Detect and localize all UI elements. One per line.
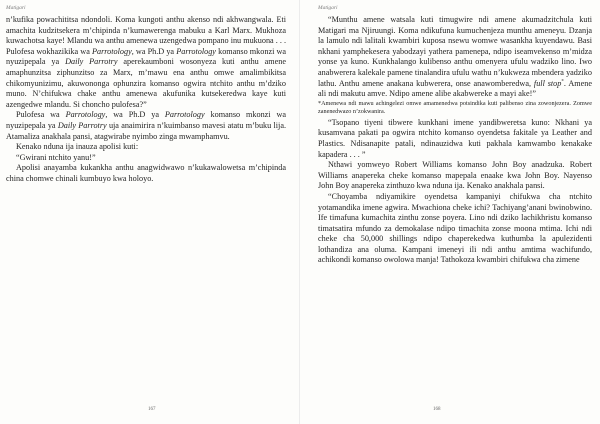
running-head: Matigari <box>6 5 26 11</box>
paragraph: “Tsopano tiyeni tibwere kunkhani imene yandibweretsa kuno: Nkhani ya kusamvana pakati pa ogwira ntchito komanso oyendetsa fakitale ya Leather and Plastics. Ndisanapite patali, ndinauzidwa kuti pakhala kamwambo kenakake kapadera . . . ” <box>318 117 592 159</box>
footnote-marker: * <box>561 78 564 84</box>
paragraph: Nthawi yomweyo Robert Williams komanso John Boy anadzuka. Robert Williams anapereka cheke komanso mapepala enaake kwa John Boy. Nayenso John Boy anapereka zinthuzo kwa nduna ija. Kenako anakhala pansi. <box>318 160 592 191</box>
paragraph: Kenako nduna ija inauza apolisi kuti: <box>16 142 139 152</box>
page-number: 167 <box>148 407 156 412</box>
page-number: 168 <box>433 407 441 412</box>
paragraph: Apolisi anayamba kukankha anthu anagwidwawo n’kukawalowetsa m’chipinda china chomwe chinali kumbuyo kwa holoyo. <box>6 163 286 183</box>
paragraph: “Munthu amene watsala kuti timugwire ndi amene akumadzitchula kuti Matigari ma Njiruungi. Koma ndikufuna kumuchenjeza munthu ameneyu. Dzanja la lamulo ndi lalitali kwambiri kuposa nsewu womwe wasankha kuyendawu. Basi nkhani yamphekesera yabodzayi yathera pamenepa, ndipo iseamvekenso m’midza yonse ya kuno. Kunkhalango kulibenso anthu omenyera ufulu wadziko lino. Iwo anabwerera kalekale pamene tinalandira ufulu wathu n’kukweza mbendera yadziko lathu. Anthu amene anakana kubwerera, onse anawomberedwa, full stop*. Amene ali ndi makutu amve. Ndipo amene alibe akabwereke a mayi ake!” <box>318 15 592 99</box>
paragraph: “Choyamba ndiyamikire oyendetsa kampaniyi chifukwa cha ntchito yotamandika imene agwira. Mwachiona cheke ichi? Tachiyang’anani bwinobwino. Ife timafuna kumachita zinthu zonse poyera. Lino ndi dziko lachikhristu komanso timatsatira mfundo za demokalase ndipo timachita zonse moona mtima. Ichi ndi cheke cha 50,000 shillings ndipo chaperekedwa kuthumba la apulezidenti lothandiza ana oluma. Kampani imeneyi ili ndi anthu amtima wachifundo, achikondi komanso owolowa manja! Tathokoza kwambiri chifukwa cha zimene <box>318 191 592 265</box>
paragraph: “Gwirani ntchito yanu!” <box>16 152 96 162</box>
footnote: *Amenewa ndi mawu achingelezi omwe amamenedwa potsindika kuti palibenso zina zowonjezera. Zomwe zanenedwazo n’zokwanira. <box>318 99 592 115</box>
running-head: Matigari <box>318 5 338 11</box>
paragraph: Pulofesa wa Parrotology, wa Ph.D ya Parrotology komanso mkonzi wa nyuzipepala ya Daily Parrotry uja anaimirira n’kuimbanso mavesi atatu m’buku lija. Atamaliza anakhala pansi, atagwirabe nyimbo zinga mwamphamvu. <box>6 110 287 141</box>
paragraph: n’kufika powachititsa ndondoli. Koma kungoti anthu akenso ndi akhwangwala. Eti amachita kudzitsekera m’chipinda n’kumawerenga mabuku a Karl Marx. Mukhoza kuwachotsa kaye! Mlandu wa anthu amenewa uzengedwa pompano inu mukuona . . . Pulofesa wokhazikika wa Parrotology, wa Ph.D ya Parrotology komanso mkonzi wa nyuzipepala ya Daily Parrotry aperekaumboni wosonyeza kuti anthu amene amaphunzitsa ziphunzitso za Marx, m’mawu ena anthu omwe amalimbikitsa chikomyunizimu, akuwononga ophunzira komanso ogwira ntchito anthu m’dziko muno. N’chifukwa chake anthu amenewa akufunika kutsekeredwa kaye kuti azengedwe mlandu. Si choncho pulofesa?” <box>6 15 287 109</box>
right-page <box>300 0 600 424</box>
